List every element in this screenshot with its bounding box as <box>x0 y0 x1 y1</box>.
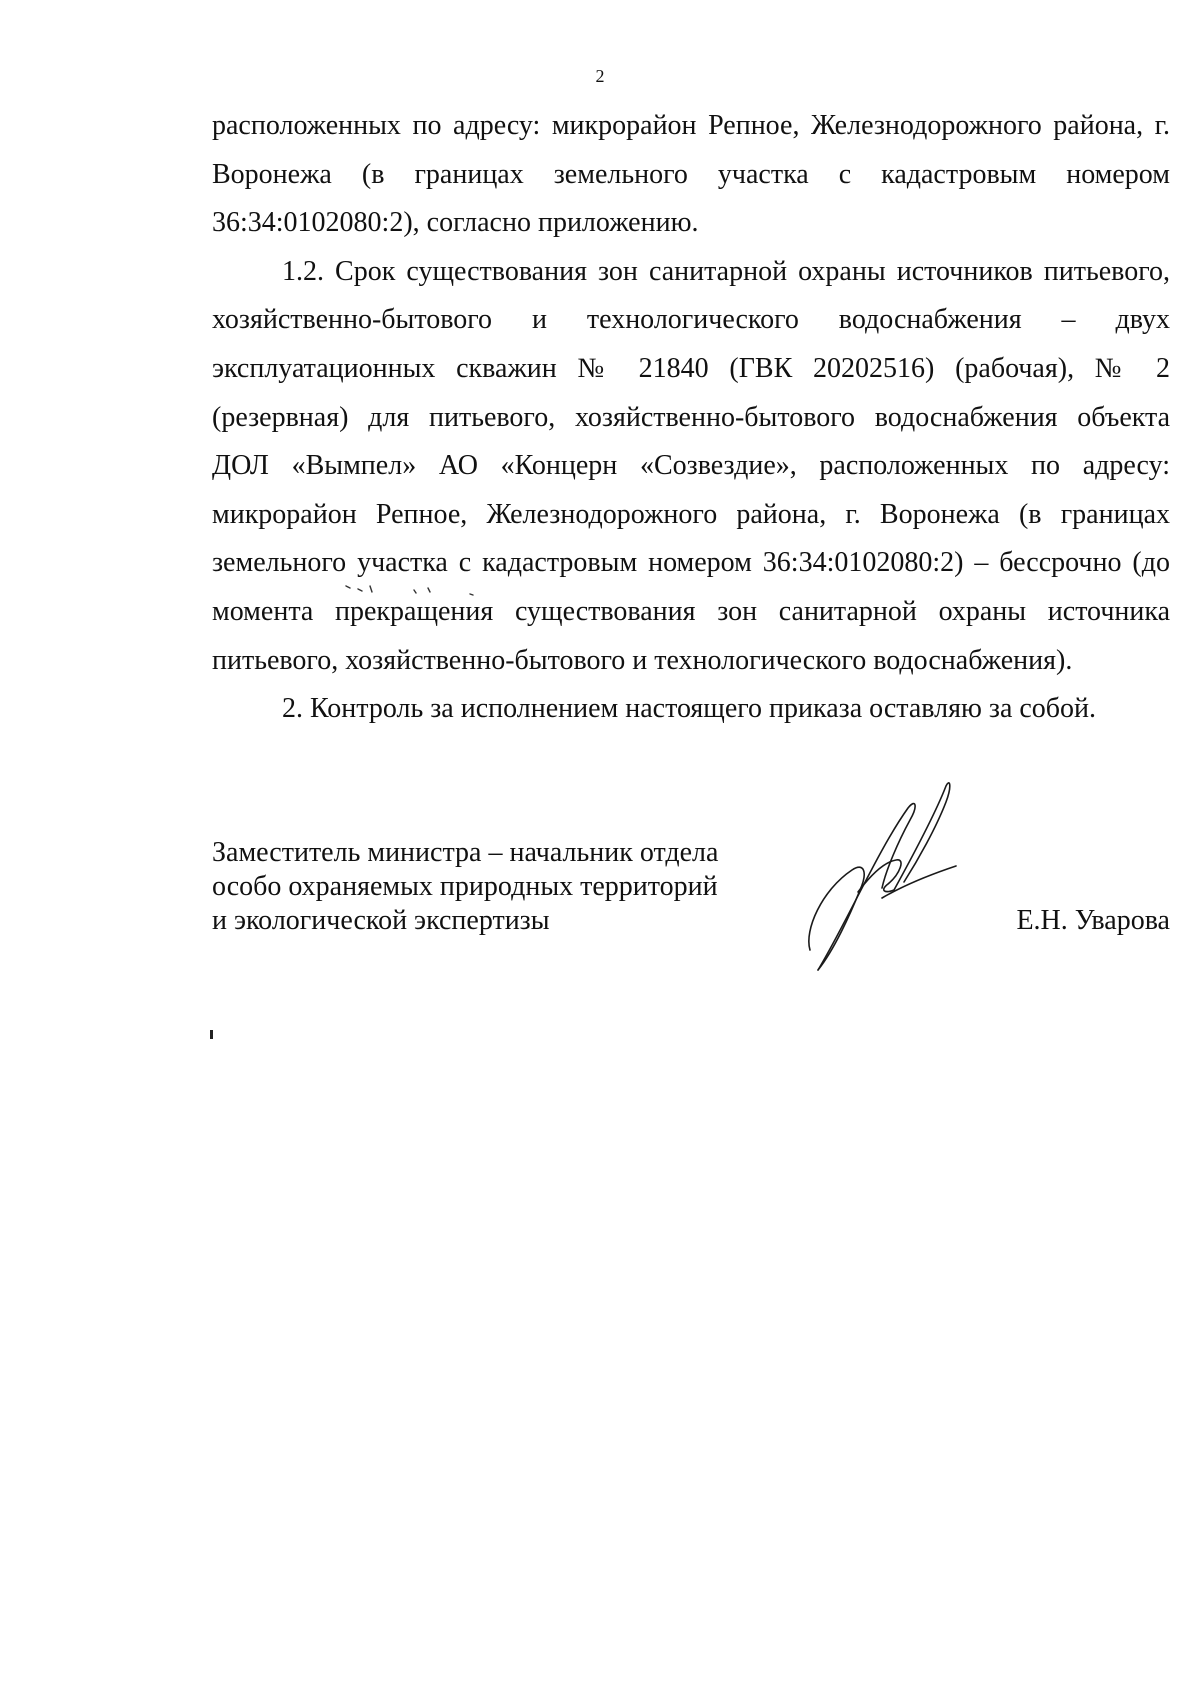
page-number: 2 <box>595 66 605 86</box>
handwritten-signature <box>790 780 980 980</box>
signer-position <box>212 836 718 938</box>
signer-position-line: особо охраняемых природных территорий <box>212 871 718 902</box>
signer-name: Е.Н. Уварова <box>1016 905 1170 936</box>
paragraph-1-2-protection-term: 1.2. Срок существования зон санитарной охраны источников питьевого, хозяйственно-бытового и технологического водоснабжения – двух эксплуатационных скважин № 21840 (ГВК 20202516) (рабочая), № 2 (резервная) для питьевого, хозяйственно-бытового водоснабжения объекта ДОЛ «Вымпел» АО «Концерн «Созвездие», расположенных по адресу: микрорайон Репное, Железнодорожного района, г. Воронежа (в границах земельного участка с кадастровым номером 36:34:0102080:2) – бессрочно (до момента прекращения существования зон санитарной охраны источника питьевого, хозяйственно-бытового и технологического водоснабжения). <box>212 255 1170 676</box>
scan-artifact <box>340 580 510 600</box>
signer-position-line: Заместитель министра – начальник отдела <box>212 837 719 868</box>
scan-artifact-mark <box>210 1030 213 1039</box>
document-body <box>212 102 1170 734</box>
paragraph-address-continuation: расположенных по адресу: микрорайон Репное, Железнодорожного района, г. Воронежа (в границах земельного участка с кадастровым номером 36:34:0102080:2), согласно приложению. <box>212 110 1170 239</box>
paragraph-2-control: 2. Контроль за исполнением настоящего приказа оставляю за собой. <box>282 693 1097 725</box>
signature-block <box>212 836 1170 986</box>
signer-position-line: и экологической экспертизы <box>212 905 550 936</box>
